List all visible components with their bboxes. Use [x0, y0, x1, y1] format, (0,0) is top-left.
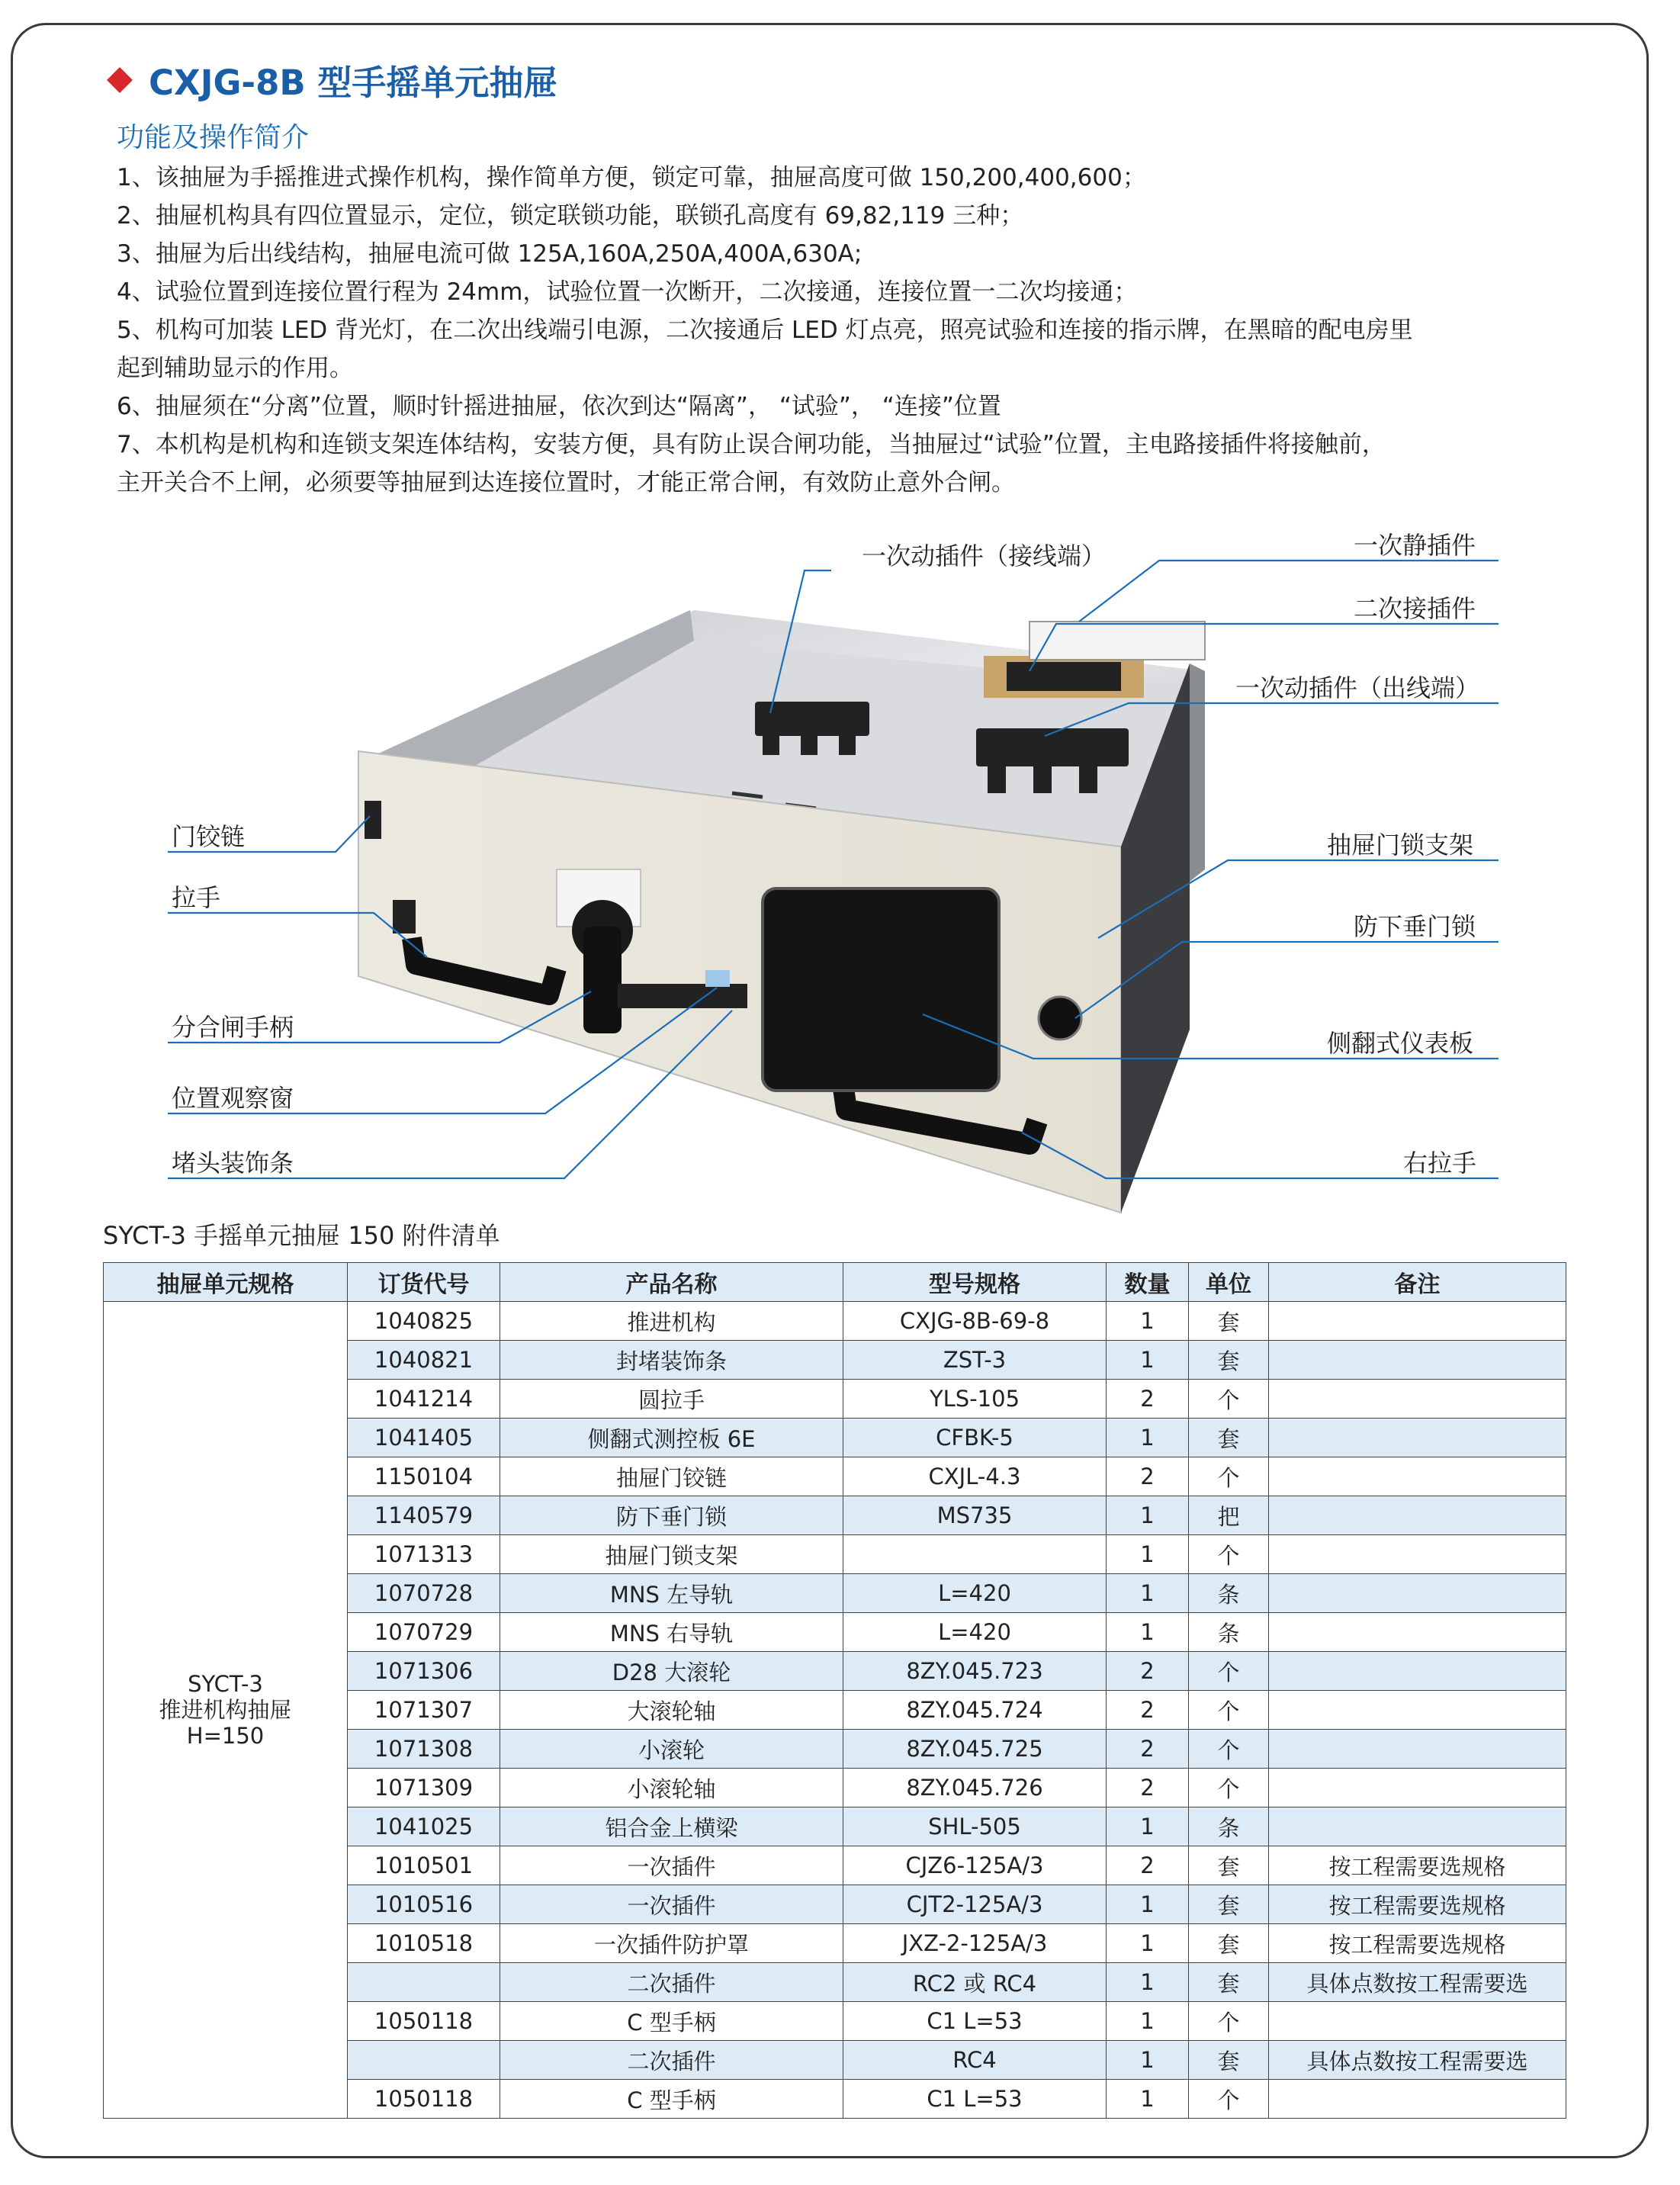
table-cell: CXJG-8B-69-8: [843, 1302, 1107, 1341]
table-cell: [1269, 2080, 1566, 2119]
table-cell: [1269, 1730, 1566, 1769]
table-cell: 大滚轮轴: [500, 1691, 843, 1730]
table-cell: 个: [1189, 1457, 1269, 1496]
table-cell: MNS 左导轨: [500, 1574, 843, 1613]
table-cell: 按工程需要选规格: [1269, 1885, 1566, 1924]
table-cell: 1040821: [348, 1341, 500, 1380]
table-cell: 条: [1189, 1574, 1269, 1613]
table-cell: [1269, 1613, 1566, 1652]
rotary-lever: [583, 927, 622, 1033]
table-cell: 套: [1189, 1302, 1269, 1341]
table-cell: 1: [1107, 1807, 1189, 1846]
door-lock-shape: [1039, 997, 1081, 1039]
table-cell: 1: [1107, 1613, 1189, 1652]
intro-line: 6、抽屉须在“分离”位置，顺时针摇进抽屉，依次到达“隔离”， “试验”， “连接”位置: [117, 393, 1001, 420]
table-cell: 1010518: [348, 1924, 500, 1963]
table-cell: CXJL-4.3: [843, 1457, 1107, 1496]
table-cell: 1050118: [348, 2080, 500, 2119]
table-cell: 1071309: [348, 1769, 500, 1807]
header-cell: 数量: [1107, 1263, 1189, 1302]
table-cell: 1: [1107, 1341, 1189, 1380]
table-cell: 1: [1107, 2080, 1189, 2119]
label-door-lock-bracket: 抽屉门锁支架: [1327, 831, 1474, 860]
table-cell: MS735: [843, 1496, 1107, 1535]
table-cell: 一次插件防护罩: [500, 1924, 843, 1963]
intro-line: 3、抽屉为后出线结构，抽屉电流可做 125A,160A,250A,400A,630A;: [117, 240, 862, 268]
table-cell: 1: [1107, 1963, 1189, 2002]
table-cell: 1041214: [348, 1380, 500, 1419]
table-cell: 8ZY.045.723: [843, 1652, 1107, 1691]
table-cell: [348, 1963, 500, 2002]
table-cell: 1010501: [348, 1846, 500, 1885]
table-header-row: [104, 1263, 1566, 1302]
label-side-panel: 侧翻式仪表板: [1327, 1029, 1474, 1058]
table-cell: 封堵装饰条: [500, 1341, 843, 1380]
label-primary-moving-out: 一次动插件（出线端）: [1235, 673, 1480, 702]
table-cell: 1: [1107, 1496, 1189, 1535]
table-cell: 小滚轮: [500, 1730, 843, 1769]
table-cell: 抽屉门锁支架: [500, 1535, 843, 1574]
intro-text: [117, 159, 1566, 502]
table-cell: 1041025: [348, 1807, 500, 1846]
table-cell: 8ZY.045.726: [843, 1769, 1107, 1807]
table-cell: [1269, 1807, 1566, 1846]
intro-line: 1、该抽屉为手摇推进式操作机构，操作简单方便，锁定可靠，抽屉高度可做 150,200,400,600；: [117, 164, 1146, 191]
table-cell: 1: [1107, 1885, 1189, 1924]
table-cell: 8ZY.045.724: [843, 1691, 1107, 1730]
table-cell: 个: [1189, 1769, 1269, 1807]
header-cell: 订货代号: [348, 1263, 500, 1302]
table-cell: MNS 右导轨: [500, 1613, 843, 1652]
table-cell: 把: [1189, 1496, 1269, 1535]
table-cell: 个: [1189, 1730, 1269, 1769]
instrument-panel-shape: [763, 888, 999, 1091]
table-cell: 1010516: [348, 1885, 500, 1924]
table-cell: 1: [1107, 1419, 1189, 1457]
label-position-window: 位置观察窗: [172, 1084, 294, 1113]
table-cell: 个: [1189, 2080, 1269, 2119]
table-cell: D28 大滚轮: [500, 1652, 843, 1691]
table-cell: [348, 2041, 500, 2080]
header-cell: 产品名称: [500, 1263, 843, 1302]
table-cell: 个: [1189, 2002, 1269, 2041]
label-door-hinge: 门铰链: [172, 822, 246, 851]
table-cell: C 型手柄: [500, 2080, 843, 2119]
label-secondary-plug: 二次接插件: [1354, 594, 1476, 623]
table-cell: [1269, 1419, 1566, 1457]
table-cell: CJZ6-125A/3: [843, 1846, 1107, 1885]
table-cell: 1140579: [348, 1496, 500, 1535]
table-cell: 套: [1189, 1419, 1269, 1457]
table-cell: 1: [1107, 2002, 1189, 2041]
table-cell: 圆拉手: [500, 1380, 843, 1419]
table-cell: YLS-105: [843, 1380, 1107, 1419]
hinge-bottom: [393, 900, 416, 933]
table-cell: 具体点数按工程需要选: [1269, 2041, 1566, 2080]
header-cell: 型号规格: [843, 1263, 1107, 1302]
section-subtitle: 功能及操作简介: [117, 122, 310, 153]
table-cell: 1050118: [348, 2002, 500, 2041]
table-cell: 1: [1107, 1535, 1189, 1574]
table-cell: 1071313: [348, 1535, 500, 1574]
label-primary-moving-in: 一次动插件（接线端）: [862, 541, 1107, 570]
table-cell: C1 L=53: [843, 2080, 1107, 2119]
table-cell: [1269, 2002, 1566, 2041]
table-cell: 个: [1189, 1535, 1269, 1574]
label-end-trim: 堵头装饰条: [172, 1149, 294, 1178]
table-cell: L=420: [843, 1613, 1107, 1652]
table-title: SYCT-3 手摇单元抽屉 150 附件清单: [103, 1221, 500, 1250]
table-cell: 条: [1189, 1613, 1269, 1652]
table-cell: [1269, 1535, 1566, 1574]
table-cell: 2: [1107, 1846, 1189, 1885]
table-cell: 侧翻式测控板 6E: [500, 1419, 843, 1457]
table-cell: [1269, 1380, 1566, 1419]
table-cell: 具体点数按工程需要选: [1269, 1963, 1566, 2002]
position-window-shape: [705, 970, 730, 987]
table-cell: 1041405: [348, 1419, 500, 1457]
table-cell: 推进机构: [500, 1302, 843, 1341]
table-cell: 2: [1107, 1652, 1189, 1691]
table-cell: 一次插件: [500, 1846, 843, 1885]
label-primary-static: 一次静插件: [1354, 531, 1476, 560]
table-cell: [843, 1535, 1107, 1574]
table-cell: 2: [1107, 1730, 1189, 1769]
table-cell: 2: [1107, 1691, 1189, 1730]
table-cell: 1070728: [348, 1574, 500, 1613]
table-cell: 二次插件: [500, 2041, 843, 2080]
table-cell: 一次插件: [500, 1885, 843, 1924]
intro-line: 5、机构可加装 LED 背光灯，在二次出线端引电源，二次接通后 LED 灯点亮，照亮试验和连接的指示牌，在黑暗的配电房里: [117, 317, 1413, 344]
parts-table: [103, 1262, 1566, 2119]
diamond-bullet-icon: [107, 67, 133, 93]
table-cell: 按工程需要选规格: [1269, 1846, 1566, 1885]
table-cell: 1071306: [348, 1652, 500, 1691]
table-cell: 抽屉门铰链: [500, 1457, 843, 1496]
table-cell: 套: [1189, 1846, 1269, 1885]
table-cell: C 型手柄: [500, 2002, 843, 2041]
table-cell: 2: [1107, 1380, 1189, 1419]
table-body: [104, 1302, 1566, 2119]
intro-line: 起到辅助显示的作用。: [117, 355, 353, 382]
label-anti-drop-lock: 防下垂门锁: [1354, 912, 1476, 941]
table-cell: 套: [1189, 2041, 1269, 2080]
table-cell: 小滚轮轴: [500, 1769, 843, 1807]
label-switch-handle: 分合闸手柄: [172, 1013, 294, 1042]
label-right-handle: 右拉手: [1403, 1149, 1477, 1178]
table-row: [104, 1302, 1566, 1341]
table-cell: L=420: [843, 1574, 1107, 1613]
table-cell: RC4: [843, 2041, 1107, 2080]
table-cell: [1269, 1769, 1566, 1807]
table-cell: 1150104: [348, 1457, 500, 1496]
table-cell: 8ZY.045.725: [843, 1730, 1107, 1769]
intro-line: 2、抽屉机构具有四位置显示，定位，锁定联锁功能，联锁孔高度有 69,82,119 三种；: [117, 202, 1024, 230]
table-cell: 条: [1189, 1807, 1269, 1846]
table-cell: CFBK-5: [843, 1419, 1107, 1457]
table-cell: 防下垂门锁: [500, 1496, 843, 1535]
table-cell: JXZ-2-125A/3: [843, 1924, 1107, 1963]
window-trim: [618, 984, 747, 1008]
table-cell: 个: [1189, 1652, 1269, 1691]
table-cell: 套: [1189, 1963, 1269, 2002]
intro-line: 主开关合不上闸，必须要等抽屉到达连接位置时，才能正常合闸，有效防止意外合闸。: [117, 469, 1015, 496]
table-cell: ZST-3: [843, 1341, 1107, 1380]
table-cell: C1 L=53: [843, 2002, 1107, 2041]
table-cell: 铝合金上横梁: [500, 1807, 843, 1846]
table-cell: 1: [1107, 1574, 1189, 1613]
page-title: [111, 55, 557, 104]
table-cell: [1269, 1496, 1566, 1535]
table-cell: RC2 或 RC4: [843, 1963, 1107, 2002]
spec-cell: SYCT-3 推进机构抽屉 H=150: [104, 1302, 348, 2119]
header-cell: 备注: [1269, 1263, 1566, 1302]
table-cell: [1269, 1574, 1566, 1613]
table-cell: 1: [1107, 1302, 1189, 1341]
table-cell: [1269, 1341, 1566, 1380]
table-cell: 套: [1189, 1924, 1269, 1963]
header-cell: 单位: [1189, 1263, 1269, 1302]
primary-plug-in: [755, 702, 869, 755]
table-cell: 2: [1107, 1457, 1189, 1496]
table-cell: CJT2-125A/3: [843, 1885, 1107, 1924]
label-handle: 拉手: [172, 883, 221, 912]
table-cell: 个: [1189, 1691, 1269, 1730]
table-cell: 1040825: [348, 1302, 500, 1341]
table-cell: [1269, 1457, 1566, 1496]
table-cell: 1071308: [348, 1730, 500, 1769]
table-cell: 个: [1189, 1380, 1269, 1419]
table-cell: [1269, 1302, 1566, 1341]
intro-line: 7、本机构是机构和连锁支架连体结构，安装方便，具有防止误合闸功能，当抽屉过“试验”位置，主电路接插件将接触前，: [117, 431, 1386, 458]
header-cell: 抽屉单元规格: [104, 1263, 348, 1302]
table-cell: 1: [1107, 1924, 1189, 1963]
intro-line: 4、试验位置到连接位置行程为 24mm，试验位置一次断开，二次接通，连接位置一二次均接通；: [117, 278, 1138, 306]
table-cell: SHL-505: [843, 1807, 1107, 1846]
title-text: CXJG-8B 型手摇单元抽屉: [149, 63, 558, 103]
table-cell: 1070729: [348, 1613, 500, 1652]
table-cell: 2: [1107, 1769, 1189, 1807]
table-cell: 1071307: [348, 1691, 500, 1730]
table-cell: 按工程需要选规格: [1269, 1924, 1566, 1963]
table-cell: 套: [1189, 1885, 1269, 1924]
table-cell: [1269, 1652, 1566, 1691]
table-cell: [1269, 1691, 1566, 1730]
table-cell: 套: [1189, 1341, 1269, 1380]
table-cell: 二次插件: [500, 1963, 843, 2002]
table-cell: 1: [1107, 2041, 1189, 2080]
